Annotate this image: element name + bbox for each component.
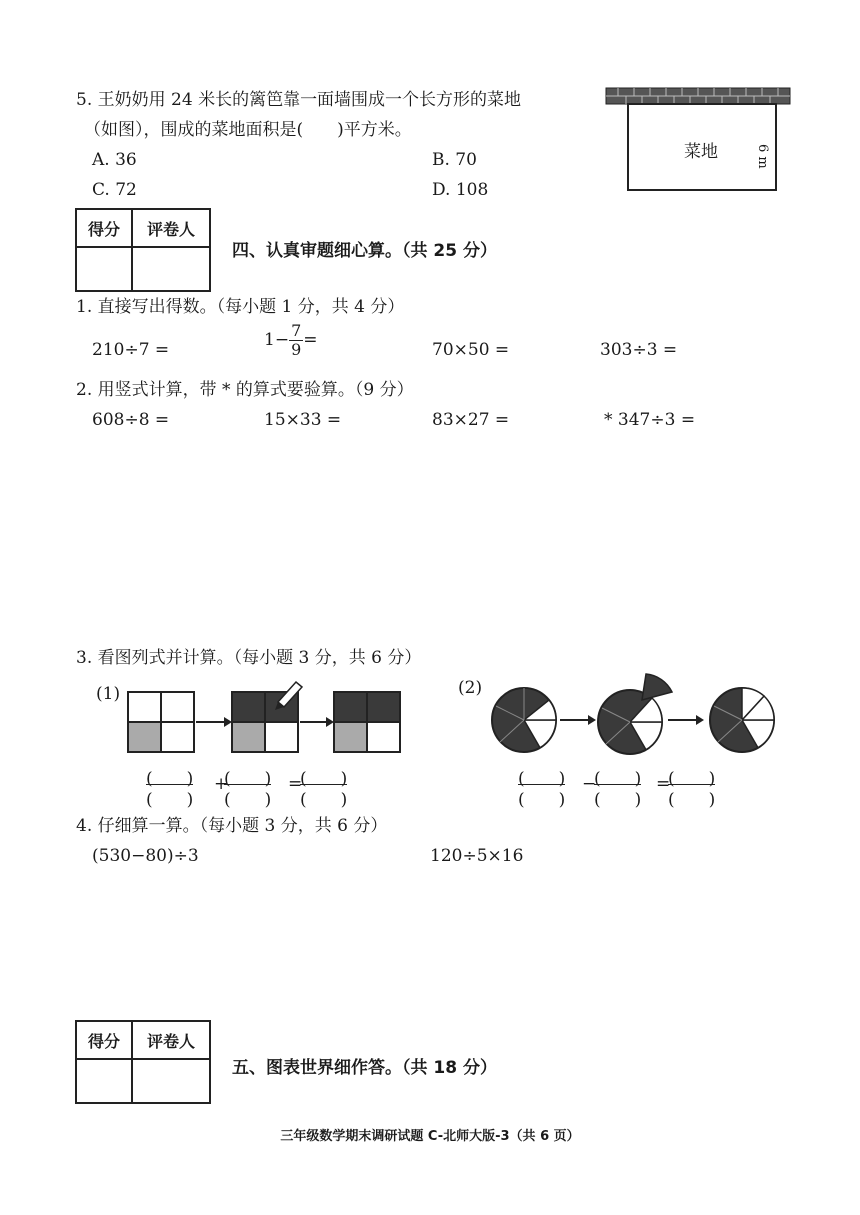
equals-sign: =	[656, 774, 671, 794]
grader-header: 评卷人	[132, 209, 210, 247]
score-box-section5	[75, 1020, 211, 1104]
p3-label-1: (1)	[96, 684, 121, 704]
p1-expr-4: 303÷3 =	[600, 340, 678, 360]
q5-option-b: B. 70	[432, 150, 477, 170]
q5-option-d: D. 108	[432, 180, 489, 200]
p3-title: 3. 看图列式并计算。（每小题 3 分，共 6 分）	[76, 648, 422, 668]
score-header: 得分	[76, 1021, 132, 1059]
fraction-7-9: $\frac{7}{9}$	[291, 321, 302, 359]
circle-1	[492, 688, 556, 752]
p2-expr-2: 15×33 =	[264, 410, 342, 430]
blank-fraction-2a[interactable]: ( ) ( )	[518, 769, 566, 810]
section4-title: 四、认真审题细心算。（共 25 分）	[232, 241, 497, 261]
blank-fraction-1b[interactable]: ( ) ( )	[224, 769, 272, 810]
p4-expr-2: 120÷5×16	[430, 846, 524, 866]
p4-title: 4. 仔细算一算。（每小题 3 分，共 6 分）	[76, 816, 388, 836]
q5-option-a: A. 36	[92, 150, 137, 170]
p1-expr-2: 1− $\frac{7}{9}$ =	[264, 321, 318, 359]
score-cell[interactable]	[76, 1059, 132, 1103]
p4-expr-1: (530−80)÷3	[92, 846, 199, 866]
circle-2	[598, 674, 672, 754]
grader-cell[interactable]	[132, 247, 210, 291]
arrow-icon	[196, 717, 232, 727]
side-length-label: 6 m	[755, 144, 770, 169]
p2-expr-4: * 347÷3 =	[604, 410, 696, 430]
p1-title: 1. 直接写出得数。（每小题 1 分，共 4 分）	[76, 297, 405, 317]
section5-title: 五、图表世界细作答。（共 18 分）	[232, 1058, 497, 1078]
circle-3	[710, 688, 774, 752]
p1-expr-3: 70×50 =	[432, 340, 510, 360]
grader-header: 评卷人	[132, 1021, 210, 1059]
p2-title: 2. 用竖式计算，带 * 的算式要验算。（9 分）	[76, 380, 414, 400]
arrow-icon	[300, 717, 334, 727]
brick-wall	[606, 88, 790, 104]
blank-fraction-1a[interactable]: ( ) ( )	[146, 769, 194, 810]
grader-cell[interactable]	[132, 1059, 210, 1103]
arrow-icon	[560, 715, 596, 725]
score-header: 得分	[76, 209, 132, 247]
blank-fraction-2b[interactable]: ( ) ( )	[594, 769, 642, 810]
circle-fraction-figure	[484, 672, 784, 768]
page-footer: 三年级数学期末调研试题 C-北师大版-3（共 6 页）	[280, 1129, 580, 1144]
q5-line1: 5. 王奶奶用 24 米长的篱笆靠一面墙围成一个长方形的菜地	[76, 90, 522, 110]
garden-label: 菜地	[684, 142, 718, 162]
square-fraction-figure	[120, 676, 410, 776]
p3-label-2: (2)	[458, 678, 483, 698]
minus-sign: −	[582, 774, 597, 794]
score-cell[interactable]	[76, 247, 132, 291]
blank-fraction-1c[interactable]: ( ) ( )	[300, 769, 348, 810]
equals-sign: =	[288, 774, 303, 794]
square-3	[334, 692, 400, 752]
arrow-icon	[668, 715, 704, 725]
blank-fraction-2c[interactable]: ( ) ( )	[668, 769, 716, 810]
p2-expr-3: 83×27 =	[432, 410, 510, 430]
score-box-section4	[75, 208, 211, 292]
q5-line2: （如图），围成的菜地面积是( )平方米。	[84, 120, 412, 140]
plus-sign: +	[214, 774, 229, 794]
square-1	[128, 692, 194, 752]
q5-option-c: C. 72	[92, 180, 137, 200]
p2-expr-1: 608÷8 =	[92, 410, 170, 430]
p1-expr-1: 210÷7 =	[92, 340, 170, 360]
